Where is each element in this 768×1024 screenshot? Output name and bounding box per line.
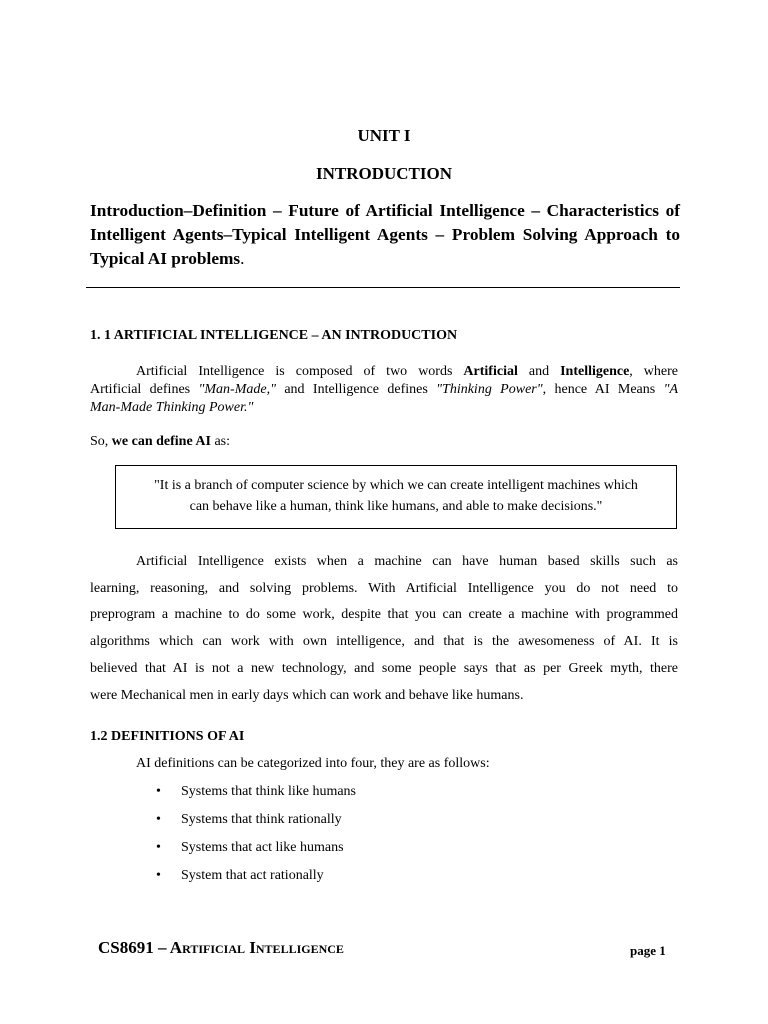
section-heading-1-2: 1.2 DEFINITIONS OF AI bbox=[90, 729, 245, 744]
text-run: So, bbox=[90, 434, 112, 449]
list-item bbox=[156, 782, 356, 810]
definitions-list bbox=[156, 782, 356, 894]
topics-summary bbox=[90, 199, 680, 271]
term-artificial: Artificial bbox=[463, 364, 518, 379]
topics-line-3: Typical AI problems bbox=[90, 249, 241, 268]
topics-end-period: . bbox=[240, 249, 245, 268]
course-code: CS8691 – bbox=[98, 938, 170, 957]
text-run: and Intelligence defines bbox=[275, 382, 437, 397]
body-paragraph-line: believed that AI is not a new technology, and some people says that as per Greek myth, there bbox=[90, 660, 678, 676]
page-number: page 1 bbox=[630, 943, 666, 958]
course-name-cap: I bbox=[249, 938, 256, 957]
body-paragraph bbox=[90, 549, 678, 709]
list-item bbox=[156, 810, 356, 838]
list-item-text: System that act rationally bbox=[181, 868, 324, 883]
bullet-icon: • bbox=[156, 784, 161, 799]
bullet-icon: • bbox=[156, 868, 161, 883]
body-paragraph-line: preprogram a machine to do some work, despite that you can create a machine with programmed bbox=[90, 607, 678, 623]
text-run: as: bbox=[210, 434, 231, 449]
text-run: , hence AI Means bbox=[542, 382, 664, 397]
quote-ai-start: "A bbox=[663, 382, 679, 397]
quote-line-2: can behave like a human, think like humans, and able to make decisions." bbox=[189, 499, 603, 514]
text-run: Artificial defines bbox=[90, 382, 199, 397]
define-ai-line bbox=[90, 434, 678, 450]
list-item-text: Systems that think rationally bbox=[181, 812, 342, 827]
quote-line-1: "It is a branch of computer science by which we can create intelligent machines which bbox=[154, 478, 638, 493]
quote-thinking-power: "Thinking Power" bbox=[436, 382, 543, 397]
topics-line-2: Intelligent Agents–Typical Intelligent Agents – Problem Solving Approach to bbox=[90, 225, 680, 244]
text-run: , where bbox=[629, 364, 679, 379]
list-item-text: Systems that act like humans bbox=[181, 840, 344, 855]
body-paragraph-line: algorithms which can work with own intelligence, and that is the awesomeness of AI. It is bbox=[90, 634, 678, 650]
definitions-intro: AI definitions can be categorized into four, they are as follows: bbox=[136, 756, 490, 771]
intro-paragraph-line-1 bbox=[90, 363, 678, 381]
term-intelligence: Intelligence bbox=[560, 364, 630, 379]
list-item bbox=[156, 838, 356, 866]
text-run: and bbox=[517, 364, 561, 379]
topics-line-1: Introduction–Definition – Future of Artificial Intelligence – Characteristics of bbox=[90, 201, 680, 220]
quote-ai-end: Man-Made Thinking Power." bbox=[90, 400, 254, 415]
chapter-title: INTRODUCTION bbox=[315, 164, 453, 183]
body-paragraph-line: learning, reasoning, and solving problems. With Artificial Intelligence you do not need to bbox=[90, 580, 678, 596]
intro-paragraph-line-3 bbox=[90, 399, 678, 417]
list-item-text: Systems that think like humans bbox=[181, 784, 356, 799]
bullet-icon: • bbox=[156, 812, 161, 827]
body-paragraph-line: Artificial Intelligence exists when a machine can have human based skills such as bbox=[136, 554, 678, 569]
define-ai-bold: we can define AI bbox=[111, 434, 211, 449]
horizontal-rule bbox=[86, 287, 680, 288]
intro-paragraph-line-2 bbox=[90, 381, 678, 399]
unit-heading: UNIT I bbox=[357, 126, 411, 145]
course-name-cap: A bbox=[169, 938, 183, 957]
bullet-icon: • bbox=[156, 840, 161, 855]
body-paragraph-line: were Mechanical men in early days which can work and behave like humans. bbox=[90, 687, 524, 703]
quote-man-made: "Man-Made," bbox=[198, 382, 276, 397]
text-run: Artificial Intelligence is composed of two words bbox=[136, 364, 464, 379]
intro-paragraph bbox=[90, 363, 678, 417]
section-heading-1-1: 1. 1 ARTIFICIAL INTELLIGENCE – AN INTRODUCTION bbox=[90, 328, 458, 343]
ai-definition-box bbox=[115, 465, 677, 529]
footer-course-title bbox=[98, 938, 344, 958]
course-name-rest: rtificial bbox=[182, 938, 250, 957]
list-item bbox=[156, 866, 356, 894]
course-name-rest: ntelligence bbox=[255, 938, 344, 957]
